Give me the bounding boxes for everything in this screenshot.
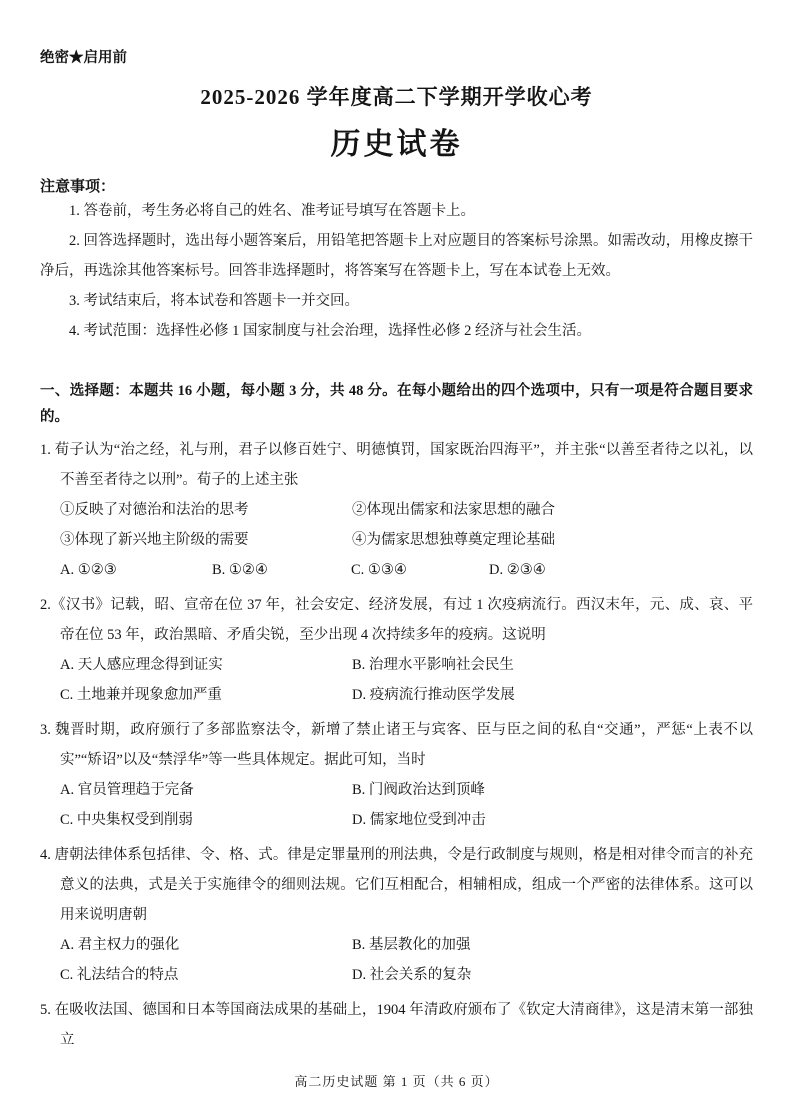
choice-a: A. 君主权力的强化 [60, 937, 180, 953]
question-5 [40, 995, 753, 1055]
choice-a: A. 官员管理趋于完备 [60, 782, 194, 798]
notes-header: 注意事项： [40, 179, 116, 195]
choice-d: D. 儒家地位受到冲击 [352, 812, 486, 828]
sub-option-2: ②体现出儒家和法家思想的融合 [352, 502, 555, 518]
classification-banner: 绝密★启用前 [40, 50, 127, 66]
sub-option-3: ③体现了新兴地主阶级的需要 [60, 532, 249, 548]
choice-c: C. ①③④ [351, 562, 407, 578]
choice-d: D. ②③④ [489, 562, 546, 578]
question-2-choices [40, 650, 753, 710]
choice-b: B. 基层教化的加强 [352, 937, 471, 953]
choice-c: C. 礼法结合的特点 [60, 967, 179, 983]
choice-c: C. 中央集权受到削弱 [60, 812, 193, 828]
choice-b: B. 门阀政治达到顶峰 [352, 782, 485, 798]
note-item-3: 3. 考试结束后，将本试卷和答题卡一并交回。 [69, 293, 359, 309]
question-1-stem: 1. 荀子认为“治之经，礼与刑，君子以修百姓宁、明德慎罚，国家既治四海平”，并主张“以善至者待之以礼，以不善至者待之以刑”。荀子的上述主张 [40, 442, 753, 488]
choice-b: B. ①②④ [212, 562, 268, 578]
note-item-4: 4. 考试范围：选择性必修 1 国家制度与社会治理，选择性必修 2 经济与社会生活。 [69, 323, 591, 339]
page-footer: 高二历史试题 第 1 页（共 6 页） [294, 1074, 499, 1089]
section-header: 一、选择题：本题共 16 小题，每小题 3 分，共 48 分。在每小题给出的四个选项中，只有一项是符合题目要求的。 [40, 383, 753, 425]
question-4-stem: 4. 唐朝法律体系包括律、令、格、式。律是定罪量刑的刑法典，令是行政制度与规则，格是相对律令而言的补充意义的法典，式是关于实施律令的细则法规。它们互相配合，相辅相成，组成一个严密的法律体系。这可以用来说明唐朝 [40, 847, 753, 923]
question-5-stem: 5. 在吸收法国、德国和日本等国商法成果的基础上，1904 年清政府颁布了《钦定大清商律》，这是清末第一部独立 [40, 1002, 753, 1048]
choice-d: D. 疫病流行推动医学发展 [352, 687, 515, 703]
question-4-choices [40, 930, 753, 990]
question-4 [40, 840, 753, 990]
choice-a: A. 天人感应理念得到证实 [60, 657, 223, 673]
choice-b: B. 治理水平影响社会民生 [352, 657, 514, 673]
question-3-stem: 3. 魏晋时期，政府颁行了多部监察法令，新增了禁止诸王与宾客、臣与臣之间的私自“交通”，严惩“上表不以实”“矫诏”以及“禁浮华”等一些具体规定。据此可知，当时 [40, 722, 753, 768]
choice-c: C. 土地兼并现象愈加严重 [60, 687, 222, 703]
question-2 [40, 590, 753, 710]
question-2-stem: 2.《汉书》记载，昭、宣帝在位 37 年，社会安定、经济发展，有过 1 次疫病流行。西汉末年，元、成、哀、平帝在位 53 年，政治黑暗、矛盾尖锐，至少出现 4 次持续多年的疫病。这说明 [40, 597, 753, 643]
choice-d: D. 社会关系的复杂 [352, 967, 472, 983]
sub-option-4: ④为儒家思想独尊奠定理论基础 [352, 532, 555, 548]
note-item-2: 2. 回答选择题时，选出每小题答案后，用铅笔把答题卡上对应题目的答案标号涂黑。如需改动，用橡皮擦干净后，再选涂其他答案标号。回答非选择题时，将答案写在答题卡上，写在本试卷上无效。 [40, 233, 753, 279]
question-3-choices [40, 775, 753, 835]
sub-option-1: ①反映了对德治和法治的思考 [60, 502, 249, 518]
choice-a: A. ①②③ [60, 562, 117, 578]
paper-title: 历史试卷 [330, 128, 463, 161]
note-item-1: 1. 答卷前，考生务必将自己的姓名、准考证号填写在答题卡上。 [69, 203, 475, 219]
question-1-suboptions [40, 495, 753, 555]
question-1-choices [40, 555, 753, 585]
question-1 [40, 435, 753, 585]
question-3 [40, 715, 753, 835]
exam-title: 2025-2026 学年度高二下学期开学收心考 [200, 85, 593, 109]
